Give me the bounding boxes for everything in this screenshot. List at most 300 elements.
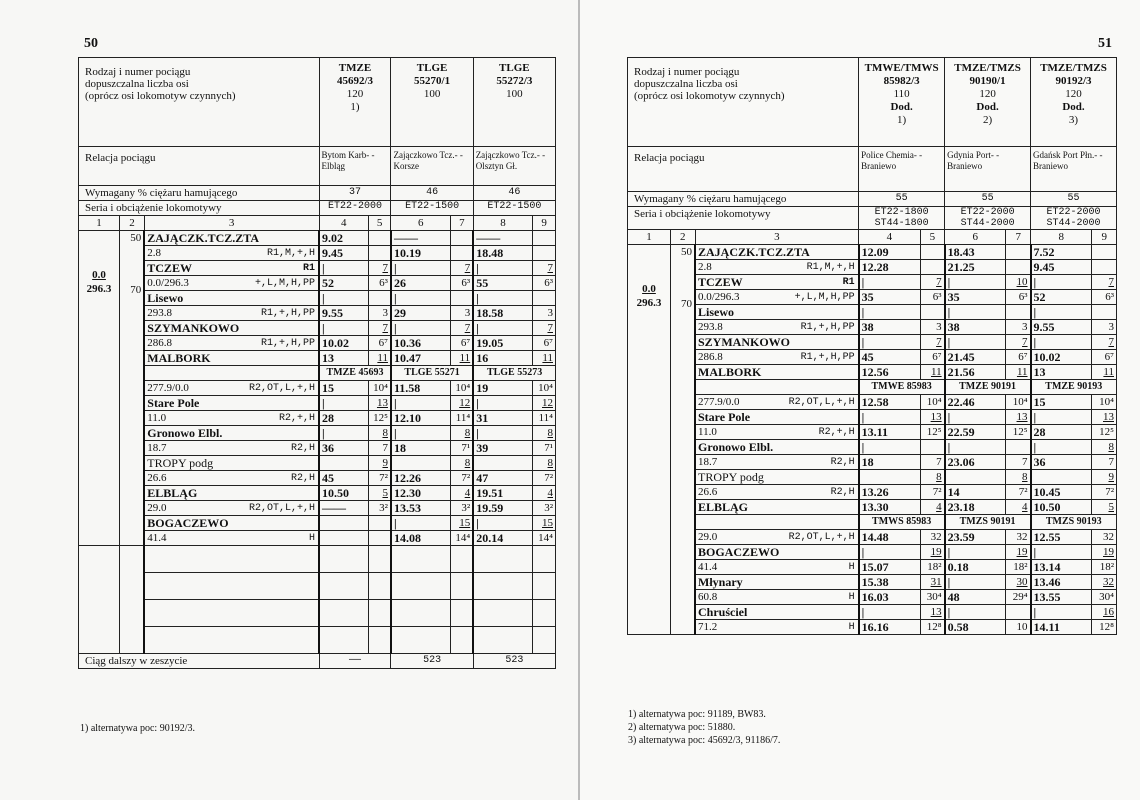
station-name [695,245,859,260]
cell-bottom: 12.28 [859,260,920,275]
empty-cell [368,546,391,573]
station-km [144,501,319,516]
train-change-number: TMZS 90191 [945,515,1031,530]
cell-bottom: 6⁷ [920,350,945,365]
cell-bottom: 48 [945,590,1006,605]
footnote: 2) alternatywa poc: 51880. [628,722,736,733]
station-row-bottom [79,246,556,261]
cell-top: 16 [473,351,533,366]
loco-series: ET22-1800 [874,207,929,218]
right-page [580,0,1140,800]
cell-top: | [1031,605,1092,620]
train-brake: 55 [945,192,1031,207]
station-flags: R2,H [830,457,855,468]
cell-bottom: 10.36 [391,336,451,351]
cell-bottom: 28 [1031,425,1092,440]
cell-top [1092,245,1117,260]
km-value: 277.9/0.0 [698,396,740,408]
station-label: ELBLĄG [698,500,749,514]
header-relation-row [79,147,556,186]
empty-cell [451,573,474,600]
km-value: 277.9/0.0 [147,382,189,394]
cell-top: 7 [533,261,556,276]
cell-top [1006,305,1031,320]
cell-bottom: 10.02 [319,336,368,351]
cell-bottom: 38 [859,320,920,335]
station-row-bottom [79,471,556,486]
station-label: Lisewo [698,305,734,319]
station-row-bottom [79,531,556,546]
station-row-bottom [79,411,556,426]
cell-bottom: 35 [945,290,1006,305]
station-flags: R1,+,H,PP [800,352,855,363]
empty-row [79,546,556,573]
station-name [695,545,859,560]
cell-top: 11 [368,351,391,366]
station-flag: R1 [303,263,316,274]
train-axles: 100 [506,88,523,100]
cell-top: 7 [368,321,391,336]
empty-cell [319,546,368,573]
cell-bottom: 3 [451,306,474,321]
cell-top [859,470,920,485]
cell-bottom: 21.45 [945,350,1006,365]
train-brake: 55 [859,192,945,207]
cell-bottom: 45 [859,350,920,365]
km-start: 0.0 [642,283,656,295]
train-header [1031,58,1117,147]
station-label: ZAJĄCZK.TCZ.ZTA [698,245,810,259]
cell-bottom: 23.59 [945,530,1006,545]
cell-bottom: 6³ [368,276,391,291]
station-km [695,425,859,440]
train-change-number: TLGE 55273 [473,366,555,381]
train-number: 45692/3 [336,75,374,87]
station-row-top [628,545,1117,560]
train-axles: 120 [1065,88,1082,100]
train-note: 2) [982,114,993,126]
cell-bottom: 6³ [451,276,474,291]
station-label: Gronowo Elbl. [698,440,774,454]
station-name [144,231,319,246]
cell-top: | [473,291,533,306]
train-name: TMZE/TMZS [1040,62,1107,74]
header-label-line: Rodzaj i numer pociągu [634,66,740,78]
header-loco-row [628,207,1117,230]
empty-cell [473,546,533,573]
cell-top: | [473,426,533,441]
station-row-top [628,305,1117,320]
continuation-value: 523 [473,654,555,669]
column-number: 6 [945,230,1006,245]
station-name [695,605,859,620]
continuation-value: 523 [391,654,473,669]
station-name [144,426,319,441]
station-km [695,395,859,410]
column-number: 9 [533,216,556,231]
train-dod: Dod. [976,101,999,113]
cell-bottom: 6⁷ [1006,350,1031,365]
station-name [695,410,859,425]
cell-bottom: 3² [533,501,556,516]
train-name: TLGE [416,62,448,74]
continuation-row [79,654,556,669]
cell-top [473,456,533,471]
cell-bottom: 22.46 [945,395,1006,410]
cell-top: 13 [920,410,945,425]
cell-bottom: 10⁴ [920,395,945,410]
cell-bottom: 19.59 [473,501,533,516]
cell-bottom: 12⁵ [368,411,391,426]
km-value: 26.6 [147,472,167,484]
column-number: 5 [920,230,945,245]
empty-cell [451,627,474,654]
column-numbers-row [79,216,556,231]
train-loco [473,201,555,216]
station-row-top [79,486,556,501]
cell-bottom: 18² [1006,560,1031,575]
station-name [144,456,319,471]
cell-top [368,516,391,531]
cell-bottom: 18² [920,560,945,575]
station-row-top [79,396,556,411]
loco-series: ET22-1500 [405,201,460,212]
train-number: 90192/3 [1055,75,1092,87]
cell-top [1006,245,1031,260]
station-km [144,246,319,261]
cell-top [319,456,368,471]
cell-top: | [945,275,1006,290]
cell-bottom: 12.58 [859,395,920,410]
station-flags: R2,OT,L,+,H [788,532,855,543]
train-change-number: TLGE 55271 [391,366,473,381]
empty-cell [451,600,474,627]
station-km [144,336,319,351]
column-numbers-row [628,230,1117,245]
cell-bottom: 9.55 [1031,320,1092,335]
train-header [319,58,391,147]
empty-cell [319,600,368,627]
cell-top: | [391,261,451,276]
cell-top: | [945,440,1006,455]
cell-top: 7 [1092,275,1117,290]
station-flags: R1,M,+,H [806,262,855,273]
cell-top: 11 [533,351,556,366]
cell-bottom: 10.02 [1031,350,1092,365]
loco-label: Seria i obciążenie lokomotywy [79,201,320,216]
cell-top: 11 [1092,365,1117,380]
cell-bottom: 14.11 [1031,620,1092,635]
train-change-number: TMZE 90193 [1031,380,1117,395]
speed-a: 50 [681,246,692,258]
cell-top: 32 [1092,575,1117,590]
train-name: TMWE/TMWS [864,62,939,74]
train-axles: 120 [979,88,996,100]
station-km [695,560,859,575]
cell-bottom: 36 [1031,455,1092,470]
header-label-line: Rodzaj i numer pociągu [85,66,191,78]
station-flags: +,L,M,H,PP [794,292,855,303]
station-row-bottom [79,501,556,516]
footnote: 1) alternatywa poc: 90192/3. [80,723,195,734]
empty-cell [533,600,556,627]
cell-bottom: 3² [451,501,474,516]
station-row-bottom [79,441,556,456]
station-name [695,305,859,320]
station-row-bottom [628,260,1117,275]
cell-bottom: 21.25 [945,260,1006,275]
cell-top: 10.47 [391,351,451,366]
train-name: TMZE/TMZS [954,62,1021,74]
cell-top: | [319,396,368,411]
cell-bottom: 12⁵ [920,425,945,440]
km-value: 29.0 [698,531,718,543]
cell-top: | [1031,410,1092,425]
train-change-spacer [144,366,319,381]
cell-top: 10.50 [1031,500,1092,515]
cell-top: | [391,396,451,411]
train-note: 1) [350,101,360,113]
station-row-bottom [628,485,1117,500]
cell-top: 13 [1092,410,1117,425]
train-number: 55272/3 [496,75,533,87]
station-label: TROPY podg [147,456,214,470]
km-value: 2.8 [147,247,162,259]
train-relation: Police Chemia- - Braniewo [859,147,945,192]
cell-top: 11 [920,365,945,380]
station-label: BOGACZEWO [147,516,229,530]
empty-cell [533,627,556,654]
column-number: 8 [473,216,533,231]
station-name [695,470,859,485]
cell-bottom: 0.18 [945,560,1006,575]
empty-cell [391,600,451,627]
header-relation-row [628,147,1117,192]
cell-bottom: 10.19 [391,246,451,261]
cell-top: 8 [533,456,556,471]
cell-bottom: 7² [533,471,556,486]
train-relation: Zajączkowo Tcz.- - Korsze [391,147,473,186]
station-name [144,261,319,276]
cell-bottom: 3 [368,306,391,321]
cell-top: 8 [533,426,556,441]
station-label: SZYMANKOWO [147,321,240,335]
cell-top: | [945,305,1006,320]
station-flags: H [848,622,855,633]
column-number: 4 [859,230,920,245]
km-end: 296.3 [636,297,662,309]
station-flags: R2,OT,L,+,H [249,503,316,514]
km-value: 29.0 [147,502,167,514]
cell-bottom [368,246,391,261]
cell-bottom: 23.06 [945,455,1006,470]
station-label: Lisewo [147,291,184,305]
empty-cell [533,573,556,600]
cell-top [368,291,391,306]
cell-bottom: 15 [319,381,368,396]
loco-series: ET22-2000 [1046,207,1101,218]
loco-series: ET22-2000 [960,207,1015,218]
train-loco [319,201,391,216]
footnote: 3) alternatywa poc: 45692/3, 91186/7. [628,735,781,746]
cell-bottom: 6⁷ [451,336,474,351]
train-number: 85982/3 [883,75,920,87]
cell-top: | [391,291,451,306]
cell-top: 18.43 [945,245,1006,260]
column-number: 6 [391,216,451,231]
loco-label: Seria i obciążenie lokomotywy [628,207,859,230]
cell-bottom: 6⁷ [533,336,556,351]
cell-bottom: 55 [473,276,533,291]
station-flags: R2,+,H [818,427,855,438]
station-label: TCZEW [147,261,192,275]
header-brake-row [79,186,556,201]
loco-series-2: ST44-2000 [960,218,1015,229]
station-label: Młynary [698,575,743,589]
station-label: ZAJĄCZK.TCZ.ZTA [147,231,260,245]
cell-bottom: 30⁴ [920,590,945,605]
train-header [473,58,555,147]
cell-bottom: 29 [391,306,451,321]
station-name [695,335,859,350]
station-name [144,396,319,411]
station-name [144,516,319,531]
train-note: 1) [897,114,907,126]
station-name [144,486,319,501]
empty-cell [391,546,451,573]
cell-bottom: 18² [1092,560,1117,575]
cell-top [945,470,1006,485]
train-number: 90190/1 [969,75,1006,87]
cell-bottom: 12⁵ [1006,425,1031,440]
cell-top: 21.56 [945,365,1006,380]
empty-cell [368,600,391,627]
station-label: Chruściel [698,605,748,619]
train-header [859,58,945,147]
train-brake: 46 [473,186,555,201]
station-row-top [628,575,1117,590]
cell-top: 4 [920,500,945,515]
train-change-spacer [695,380,859,395]
cell-bottom: 20.14 [473,531,533,546]
cell-top [1092,305,1117,320]
cell-top: | [859,605,920,620]
column-number: 2 [670,230,695,245]
cell-top: 8 [451,426,474,441]
station-row-bottom [628,560,1117,575]
cell-bottom: 52 [319,276,368,291]
cell-top: | [1031,275,1092,290]
station-row-top [628,500,1117,515]
cell-top [1006,605,1031,620]
cell-top: 12.09 [859,245,920,260]
cell-bottom: 10⁴ [1092,395,1117,410]
cell-top: 8 [1092,440,1117,455]
cell-bottom: 6⁷ [1092,350,1117,365]
cell-top: 19 [1092,545,1117,560]
header-label [79,58,320,147]
station-km [144,381,319,396]
speed-a: 50 [130,232,142,244]
cell-bottom [1006,260,1031,275]
cell-top: | [859,410,920,425]
km-value: 293.8 [698,321,723,333]
cell-top: 13 [1031,365,1092,380]
cell-bottom: 15 [1031,395,1092,410]
header-label-line: dopuszczalna liczba osi [85,78,189,90]
cell-bottom: 7² [368,471,391,486]
cell-bottom: 18 [391,441,451,456]
empty-cell [144,600,319,627]
cell-top: | [945,575,1006,590]
cell-top: 10.50 [319,486,368,501]
empty-cell [368,573,391,600]
station-row-top [628,470,1117,485]
station-label: ELBLĄG [147,486,198,500]
station-label: TROPY podg [698,470,764,484]
station-label: Stare Pole [147,396,200,410]
cell-bottom: 12⁸ [920,620,945,635]
cell-bottom: 11⁴ [533,411,556,426]
station-row-top [628,605,1117,620]
cell-bottom: 13.26 [859,485,920,500]
continuation-value: —— [319,654,391,669]
cell-bottom: 14 [945,485,1006,500]
empty-row [79,573,556,600]
column-number: 3 [695,230,859,245]
station-label: TCZEW [698,275,743,289]
cell-top: 15.38 [859,575,920,590]
cell-top: 7 [451,321,474,336]
cell-top: | [473,516,533,531]
train-axles: 110 [893,88,910,100]
cell-top: | [1031,335,1092,350]
station-km [695,485,859,500]
train-brake: 55 [1031,192,1117,207]
cell-top: 19.51 [473,486,533,501]
station-label: MALBORK [147,351,211,365]
cell-bottom: 22.59 [945,425,1006,440]
speed-b: 70 [130,284,142,296]
empty-cell [391,627,451,654]
cell-top: 12 [451,396,474,411]
station-flags: H [848,592,855,603]
cell-bottom: 7² [920,485,945,500]
cell-top: | [391,426,451,441]
cell-top: | [473,396,533,411]
train-change-row [79,366,556,381]
cell-top: 4 [533,486,556,501]
station-row-top [628,410,1117,425]
column-number: 5 [368,216,391,231]
empty-cell [368,627,391,654]
timetable-left [78,57,556,669]
cell-bottom: 10 [1006,620,1031,635]
train-dod: Dod. [1062,101,1085,113]
speed-column-filler [79,546,120,654]
station-row-top [79,426,556,441]
cell-top: —— [391,231,451,246]
cell-bottom: 12.55 [1031,530,1092,545]
station-row-bottom [79,306,556,321]
cell-bottom: 14⁴ [451,531,474,546]
cell-bottom: 16.16 [859,620,920,635]
cell-bottom: 7¹ [451,441,474,456]
train-relation: Bytom Karb- - Elbląg [319,147,391,186]
cell-top [920,305,945,320]
cell-bottom: 47 [473,471,533,486]
station-name [695,575,859,590]
